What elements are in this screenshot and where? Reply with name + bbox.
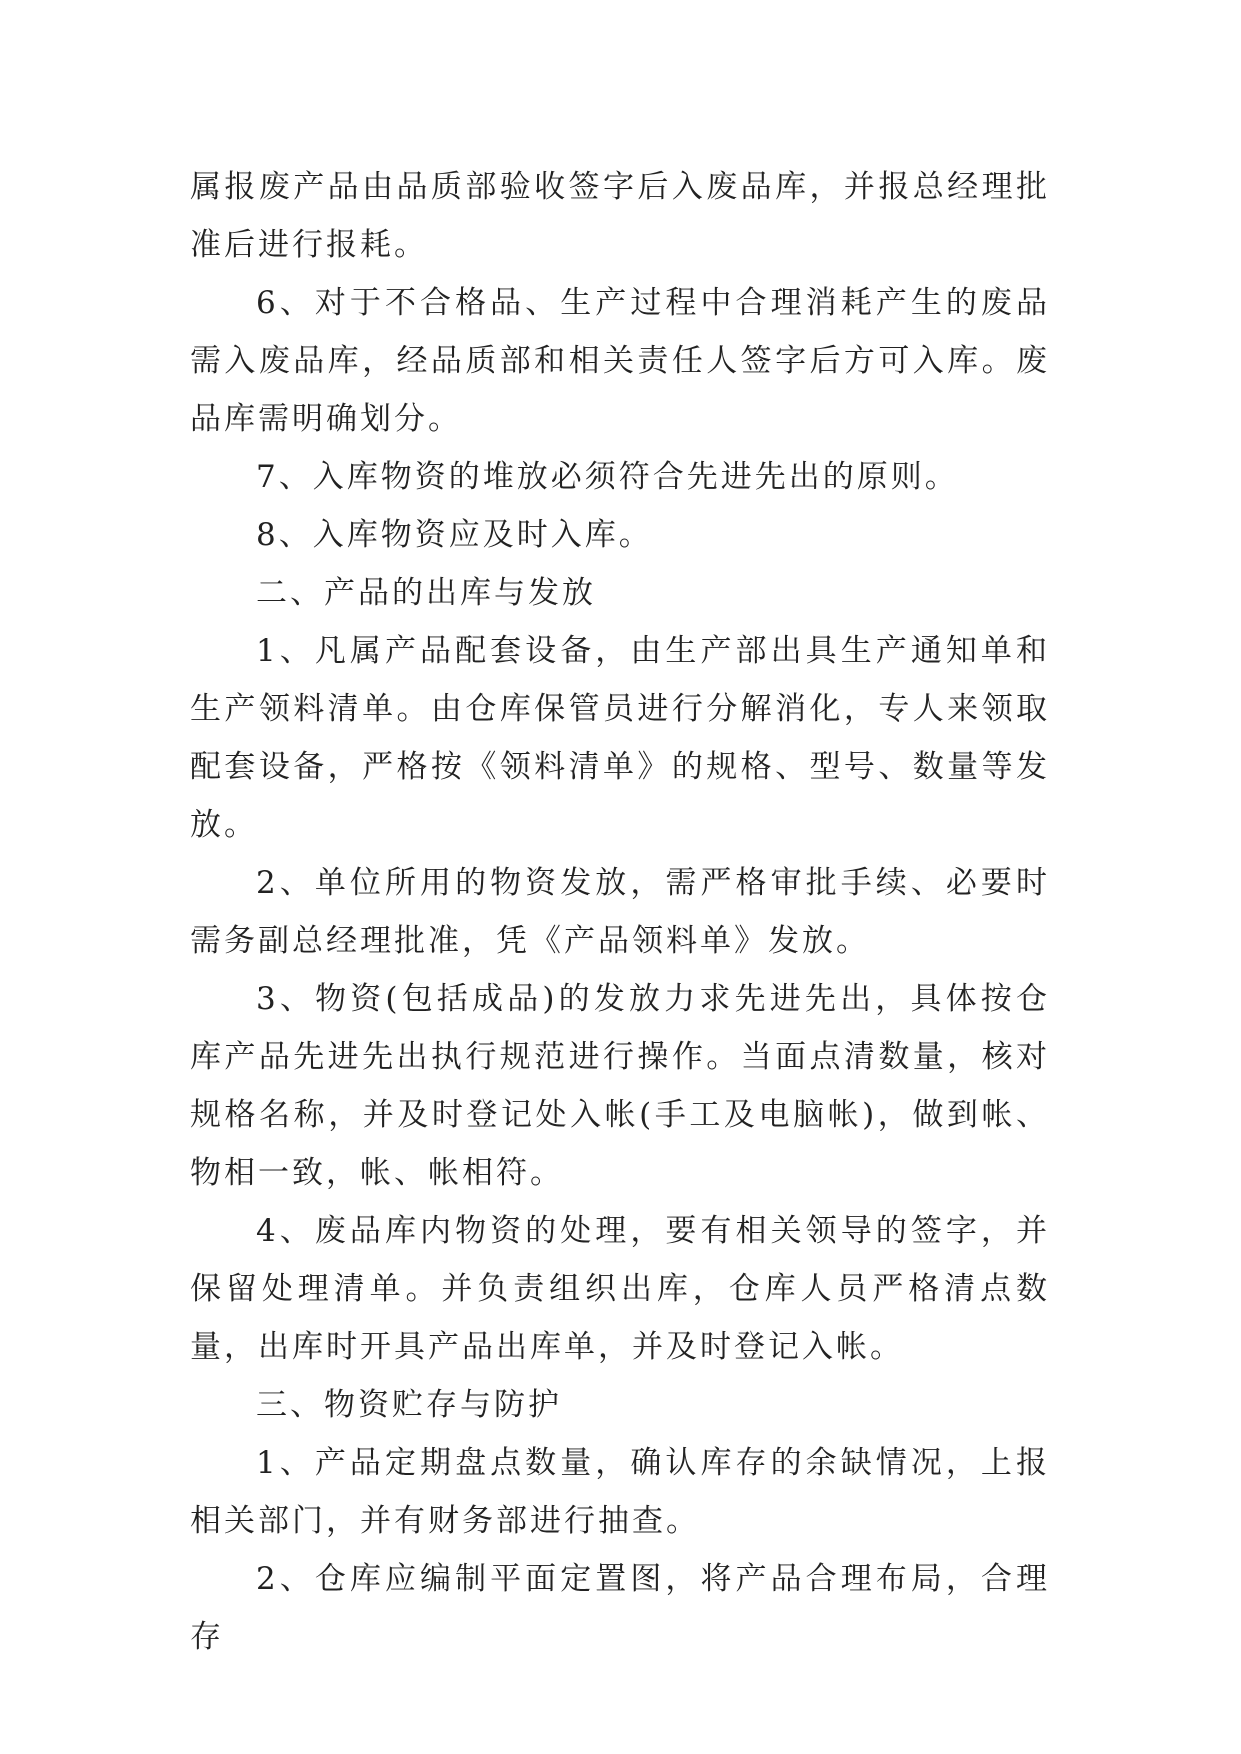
- paragraph-7: 2、单位所用的物资发放，需严格审批手续、必要时需务副总经理批准，凭《产品领料单》发放。: [190, 865, 1050, 959]
- paragraph-11: 1、产品定期盘点数量，确认库存的余缺情况，上报相关部门，并有财务部进行抽查。: [190, 1445, 1050, 1539]
- document-body: [190, 158, 1050, 1666]
- paragraph-8: 3、物资(包括成品)的发放力求先进先出，具体按仓库产品先进先出执行规范进行操作。当面点清数量，核对规格名称，并及时登记处入帐(手工及电脑帐)，做到帐、物相一致，帐、帐相符。: [190, 981, 1050, 1191]
- paragraph-12: 2、仓库应编制平面定置图，将产品合理布局，合理存: [190, 1561, 1050, 1655]
- section-heading-3: 三、物资贮存与防护: [256, 1387, 562, 1423]
- paragraph-9: 4、废品库内物资的处理，要有相关领导的签字，并保留处理清单。并负责组织出库，仓库人员严格清点数量，出库时开具产品出库单，并及时登记入帐。: [190, 1213, 1050, 1365]
- paragraph-1: 属报废产品由品质部验收签字后入废品库，并报总经理批准后进行报耗。: [190, 169, 1050, 263]
- paragraph-2: 6、对于不合格品、生产过程中合理消耗产生的废品需入废品库，经品质部和相关责任人签字后方可入库。废品库需明确划分。: [190, 285, 1050, 437]
- paragraph-6: 1、凡属产品配套设备，由生产部出具生产通知单和生产领料清单。由仓库保管员进行分解消化，专人来领取配套设备，严格按《领料清单》的规格、型号、数量等发放。: [190, 633, 1050, 843]
- paragraph-4: 8、入库物资应及时入库。: [256, 517, 653, 553]
- paragraph-3: 7、入库物资的堆放必须符合先进先出的原则。: [256, 459, 959, 495]
- section-heading-2: 二、产品的出库与发放: [256, 575, 596, 611]
